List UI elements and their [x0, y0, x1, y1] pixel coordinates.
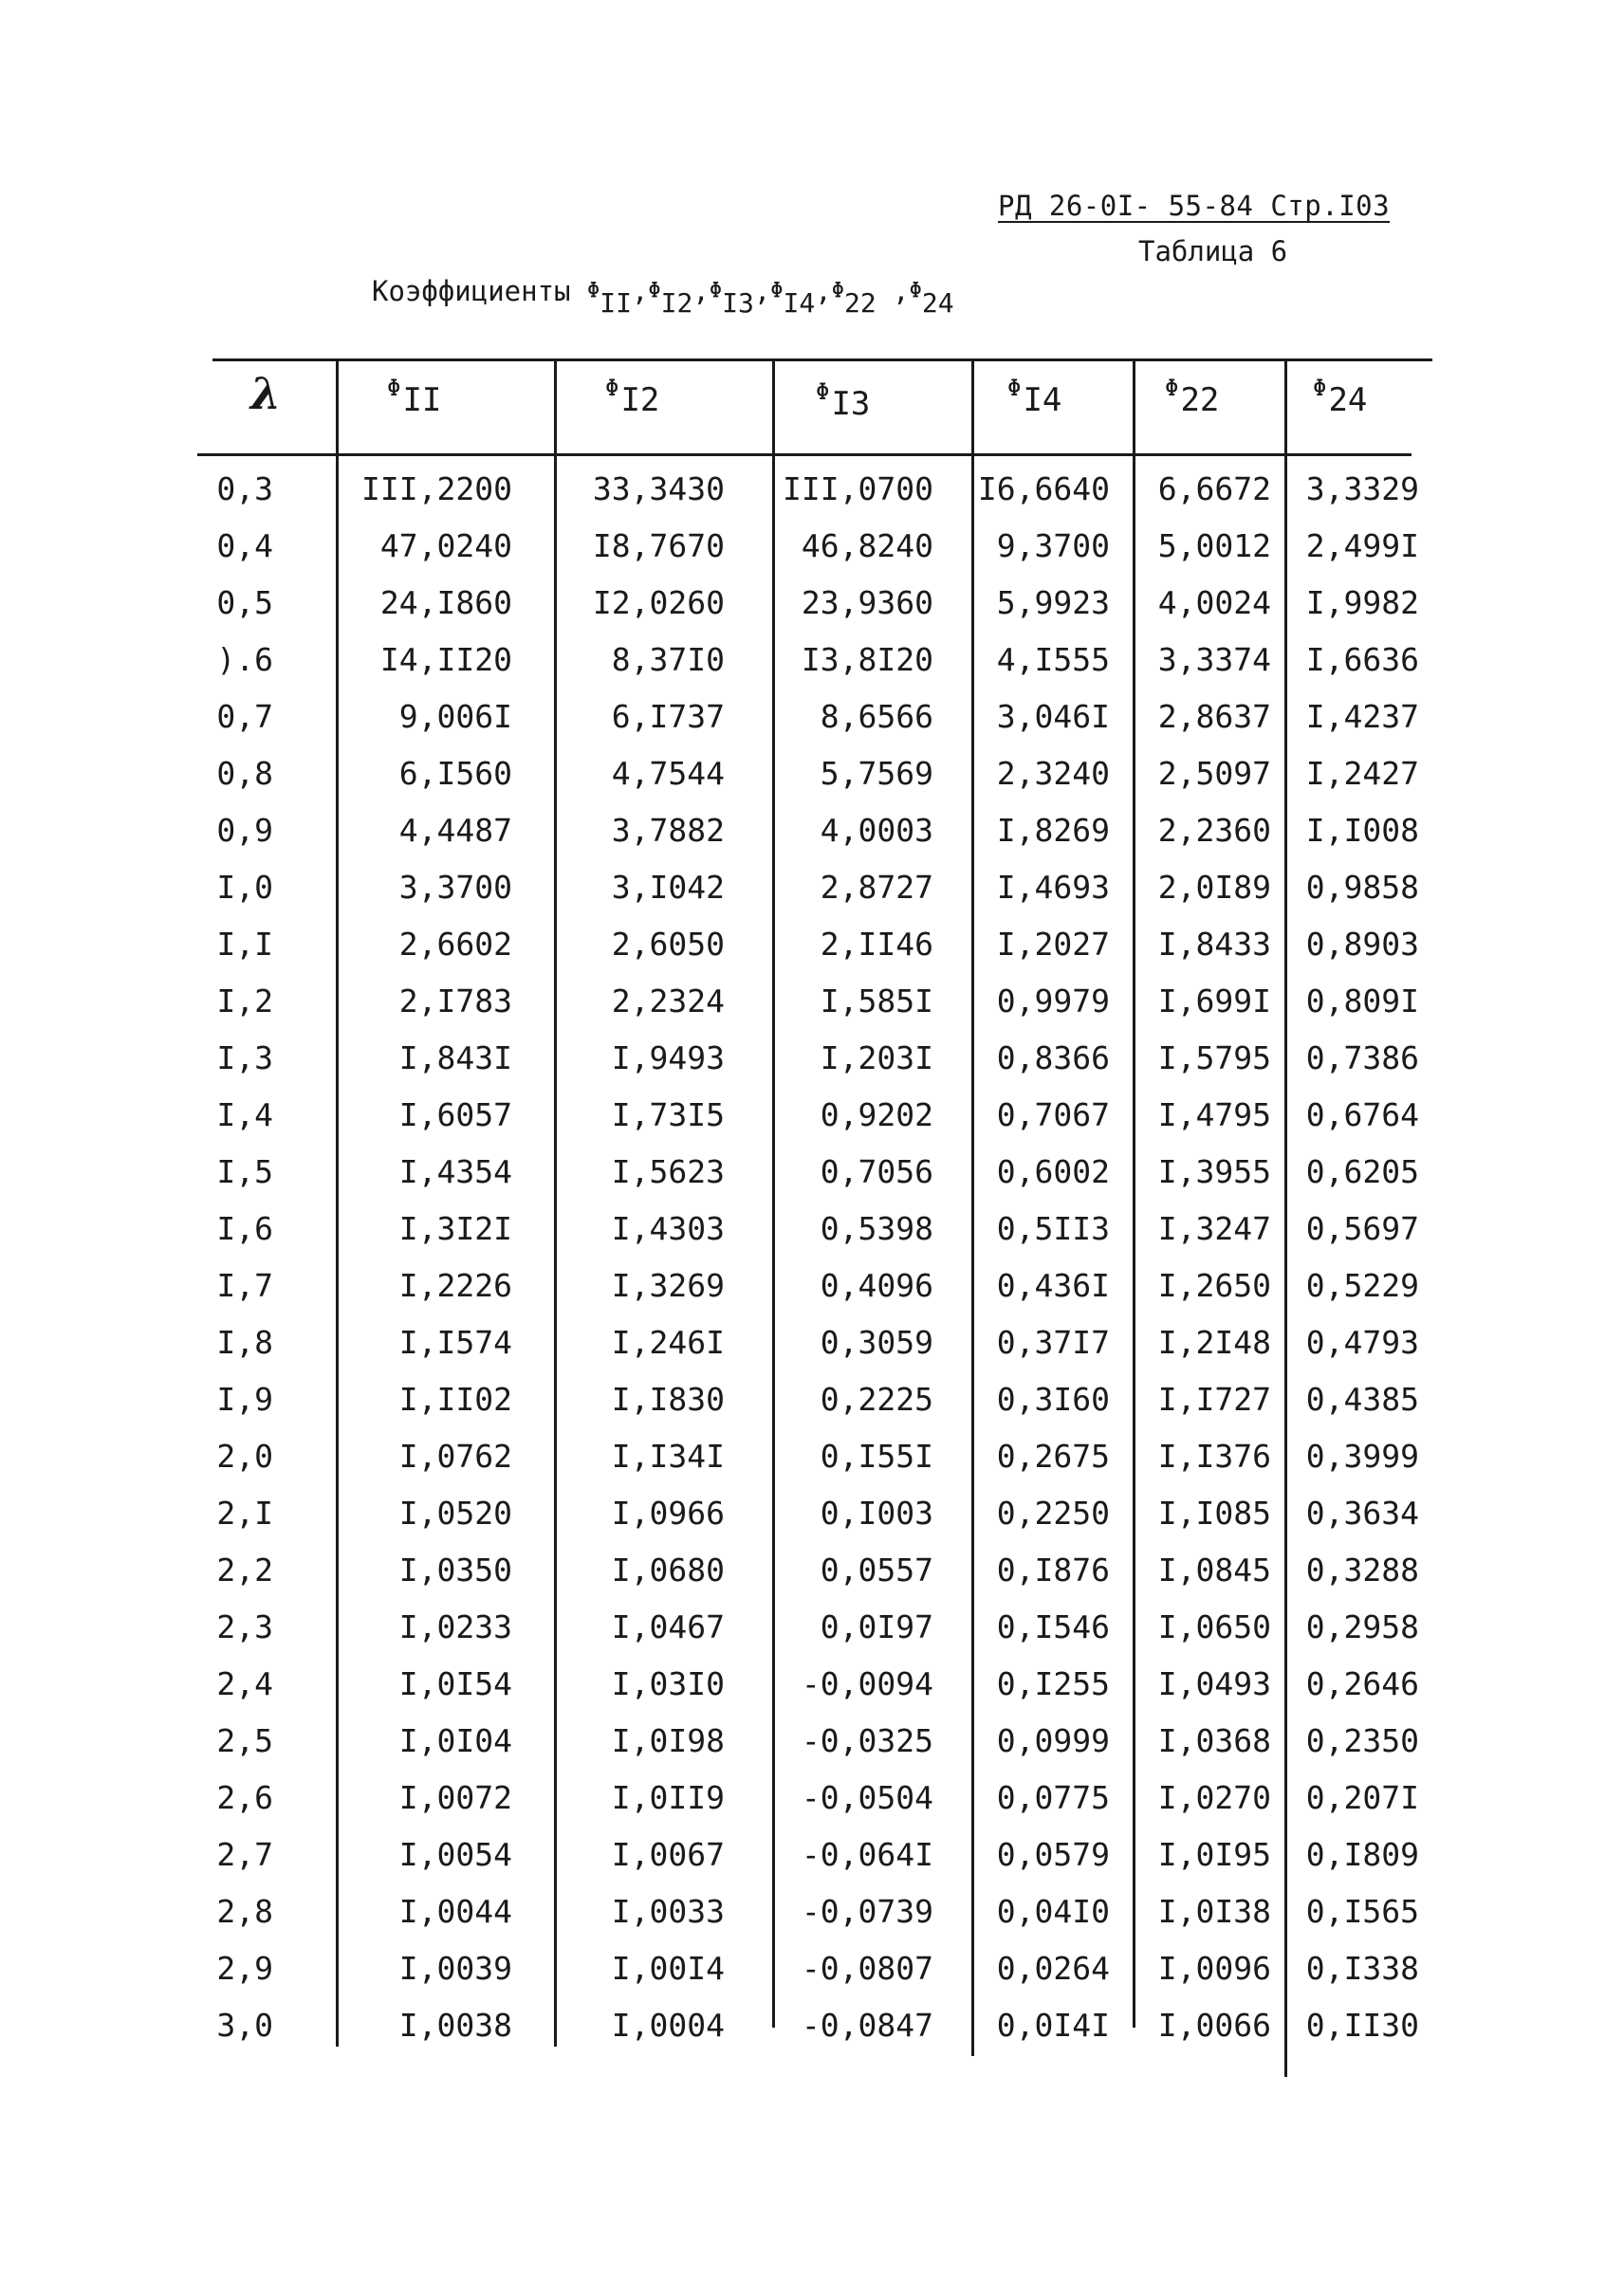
- cell-phi-13: 0,I003: [820, 1495, 933, 1532]
- cell-phi-14: 0,0775: [996, 1779, 1110, 1816]
- cell-phi-22: I,I727: [1157, 1381, 1271, 1418]
- cell-phi-11: I,0044: [398, 1893, 512, 1930]
- cell-phi-14: 0,8366: [996, 1039, 1110, 1076]
- cell-phi-11: 24,I860: [379, 584, 512, 621]
- cell-phi-14: 0,6002: [996, 1153, 1110, 1190]
- cell-lambda: I,3: [216, 1039, 273, 1076]
- cell-phi-12: I,3269: [611, 1267, 725, 1304]
- cell-phi-12: I,0680: [611, 1552, 725, 1589]
- cell-phi-12: 4,7544: [611, 755, 725, 792]
- header-phi-22: [1165, 375, 1220, 474]
- cell-lambda: 2,8: [216, 1893, 273, 1930]
- cell-phi-24: 0,4385: [1305, 1381, 1419, 1418]
- cell-phi-22: 4,0024: [1157, 584, 1271, 621]
- cell-phi-12: I2,0260: [592, 584, 725, 621]
- cell-lambda: I,4: [216, 1096, 273, 1133]
- cell-phi-14: 0,I255: [996, 1665, 1110, 1702]
- cell-phi-13: 8,6566: [820, 698, 933, 735]
- cell-lambda: 3,0: [216, 2007, 273, 2044]
- cell-phi-13: 0,I55I: [820, 1438, 933, 1475]
- cell-phi-22: 6,6672: [1157, 470, 1271, 507]
- coefficients-table: [197, 358, 1432, 2047]
- cell-lambda: I,I: [216, 926, 273, 963]
- table-row: [197, 1599, 1432, 1656]
- table-row: [197, 745, 1432, 802]
- cell-phi-11: I,4354: [398, 1153, 512, 1190]
- cell-phi-11: I,3I2I: [398, 1210, 512, 1247]
- cell-phi-14: I,4693: [996, 869, 1110, 906]
- cell-phi-14: 9,3700: [996, 527, 1110, 564]
- cell-phi-11: I,II02: [398, 1381, 512, 1418]
- cell-lambda: 0,5: [216, 584, 273, 621]
- header-sub: 24: [1328, 381, 1368, 419]
- phi-symbol: Φ: [648, 279, 661, 303]
- table-row: [197, 1827, 1432, 1883]
- cell-phi-12: I,I34I: [611, 1438, 725, 1475]
- cell-phi-12: 2,6050: [611, 926, 725, 963]
- cell-lambda: 2,5: [216, 1722, 273, 1759]
- cell-phi-24: I,9982: [1305, 584, 1419, 621]
- cell-phi-14: 0,0I4I: [996, 2007, 1110, 2044]
- table-row: [197, 1997, 1432, 2054]
- cell-lambda: 2,3: [216, 1608, 273, 1645]
- table-row: [197, 1201, 1432, 1258]
- cell-phi-11: I,0039: [398, 1950, 512, 1987]
- cell-phi-22: 3,3374: [1157, 641, 1271, 678]
- cell-phi-24: I,6636: [1305, 641, 1419, 678]
- caption-sub: 22: [843, 287, 877, 319]
- cell-phi-14: 0,I876: [996, 1552, 1110, 1589]
- cell-phi-24: 0,I809: [1305, 1836, 1419, 1873]
- cell-phi-12: I,0966: [611, 1495, 725, 1532]
- cell-phi-14: 0,436I: [996, 1267, 1110, 1304]
- cell-phi-12: 2,2324: [611, 983, 725, 1019]
- table-row: [197, 859, 1432, 916]
- cell-phi-22: I,0270: [1157, 1779, 1271, 1816]
- phi-symbol: Φ: [709, 279, 723, 303]
- header-sub: I2: [620, 381, 660, 419]
- cell-phi-24: 0,7386: [1305, 1039, 1419, 1076]
- cell-lambda: 2,9: [216, 1950, 273, 1987]
- cell-phi-24: 0,4793: [1305, 1324, 1419, 1361]
- cell-phi-11: I,0I04: [398, 1722, 512, 1759]
- cell-phi-12: I,0467: [611, 1608, 725, 1645]
- phi-symbol: Φ: [816, 378, 830, 405]
- cell-phi-22: I,0650: [1157, 1608, 1271, 1645]
- cell-phi-14: 0,2250: [996, 1495, 1110, 1532]
- cell-phi-13: 23,9360: [801, 584, 933, 621]
- cell-phi-22: I,5795: [1157, 1039, 1271, 1076]
- cell-phi-24: 0,5229: [1305, 1267, 1419, 1304]
- cell-phi-12: I,0033: [611, 1893, 725, 1930]
- cell-phi-24: I,4237: [1305, 698, 1419, 735]
- cell-phi-11: I,0I54: [398, 1665, 512, 1702]
- cell-phi-22: I,0845: [1157, 1552, 1271, 1589]
- cell-phi-13: -0,0807: [801, 1950, 933, 1987]
- table-row: [197, 1258, 1432, 1314]
- cell-lambda: 2,I: [216, 1495, 273, 1532]
- table-row: [197, 1314, 1432, 1371]
- cell-phi-22: I,0I95: [1157, 1836, 1271, 1873]
- cell-phi-13: -0,0739: [801, 1893, 933, 1930]
- cell-phi-14: I6,6640: [977, 470, 1110, 507]
- phi-symbol: Φ: [770, 279, 784, 303]
- cell-phi-22: 5,0012: [1157, 527, 1271, 564]
- cell-phi-14: 0,7067: [996, 1096, 1110, 1133]
- cell-phi-22: I,3247: [1157, 1210, 1271, 1247]
- cell-phi-14: 0,5II3: [996, 1210, 1110, 1247]
- cell-lambda: ).6: [216, 641, 273, 678]
- cell-phi-24: 0,5697: [1305, 1210, 1419, 1247]
- cell-phi-24: 0,809I: [1305, 983, 1419, 1019]
- cell-phi-14: 0,0264: [996, 1950, 1110, 1987]
- cell-phi-12: I,9493: [611, 1039, 725, 1076]
- header-phi-24: [1313, 375, 1368, 474]
- caption-sub: II: [600, 287, 632, 319]
- cell-phi-12: I,5623: [611, 1153, 725, 1190]
- header-sub: II: [402, 381, 442, 419]
- phi-symbol: Φ: [605, 375, 619, 401]
- cell-phi-13: -0,0094: [801, 1665, 933, 1702]
- cell-phi-13: 0,9202: [820, 1096, 933, 1133]
- table-number: Таблица 6: [1138, 235, 1288, 267]
- table-top-rule: [212, 358, 1432, 361]
- cell-phi-14: 0,37I7: [996, 1324, 1110, 1361]
- cell-phi-11: I,0038: [398, 2007, 512, 2044]
- table-caption: Коэффициенты ΦII,ΦI2,ΦI3,ΦI4,Φ22 ,Φ24: [372, 275, 954, 319]
- phi-symbol: Φ: [586, 279, 600, 303]
- cell-phi-11: 4,4487: [398, 812, 512, 849]
- cell-phi-22: 2,5097: [1157, 755, 1271, 792]
- phi-symbol: Φ: [831, 279, 844, 303]
- header-sub: 22: [1180, 381, 1220, 419]
- cell-phi-12: 6,I737: [611, 698, 725, 735]
- cell-phi-24: 0,3288: [1305, 1552, 1419, 1589]
- cell-phi-14: 2,3240: [996, 755, 1110, 792]
- cell-phi-22: I,I085: [1157, 1495, 1271, 1532]
- cell-phi-22: I,699I: [1157, 983, 1271, 1019]
- cell-phi-13: 2,II46: [820, 926, 933, 963]
- cell-phi-12: I,I830: [611, 1381, 725, 1418]
- table-row: [197, 1371, 1432, 1428]
- cell-phi-14: 0,2675: [996, 1438, 1110, 1475]
- cell-phi-14: 0,04I0: [996, 1893, 1110, 1930]
- table-row: [197, 632, 1432, 689]
- cell-phi-22: I,0493: [1157, 1665, 1271, 1702]
- table-row: [197, 1940, 1432, 1997]
- cell-phi-24: 3,3329: [1305, 470, 1419, 507]
- cell-phi-24: 0,3634: [1305, 1495, 1419, 1532]
- cell-phi-22: I,I376: [1157, 1438, 1271, 1475]
- cell-phi-24: 0,I565: [1305, 1893, 1419, 1930]
- cell-lambda: I,0: [216, 869, 273, 906]
- table-row: [197, 1030, 1432, 1087]
- cell-phi-13: -0,0325: [801, 1722, 933, 1759]
- cell-phi-24: 0,207I: [1305, 1779, 1419, 1816]
- header-sub: I3: [831, 385, 871, 423]
- header-phi-12: [605, 375, 660, 474]
- cell-phi-14: 0,0999: [996, 1722, 1110, 1759]
- cell-phi-22: 2,0I89: [1157, 869, 1271, 906]
- cell-phi-22: I,8433: [1157, 926, 1271, 963]
- cell-phi-11: I,843I: [398, 1039, 512, 1076]
- table-row: [197, 1144, 1432, 1201]
- cell-phi-13: 0,2225: [820, 1381, 933, 1418]
- cell-phi-13: 0,4096: [820, 1267, 933, 1304]
- cell-phi-12: I,0II9: [611, 1779, 725, 1816]
- cell-phi-13: 5,7569: [820, 755, 933, 792]
- header-phi-11: [387, 375, 442, 474]
- cell-phi-22: I,0096: [1157, 1950, 1271, 1987]
- table-row: [197, 1485, 1432, 1542]
- cell-phi-14: 0,I546: [996, 1608, 1110, 1645]
- phi-symbol: Φ: [1165, 375, 1179, 401]
- cell-lambda: 0,7: [216, 698, 273, 735]
- cell-phi-22: 2,2360: [1157, 812, 1271, 849]
- cell-phi-11: 47,0240: [379, 527, 512, 564]
- cell-phi-12: I8,7670: [592, 527, 725, 564]
- cell-phi-13: 0,7056: [820, 1153, 933, 1190]
- cell-phi-13: III,0700: [783, 470, 933, 507]
- cell-phi-11: I,0350: [398, 1552, 512, 1589]
- cell-phi-11: I,2226: [398, 1267, 512, 1304]
- cell-phi-24: 0,2350: [1305, 1722, 1419, 1759]
- cell-phi-11: I,6057: [398, 1096, 512, 1133]
- cell-phi-12: I,73I5: [611, 1096, 725, 1133]
- cell-phi-11: 6,I560: [398, 755, 512, 792]
- cell-lambda: 0,8: [216, 755, 273, 792]
- phi-symbol: Φ: [1007, 375, 1022, 401]
- cell-phi-24: 0,I338: [1305, 1950, 1419, 1987]
- table-row: [197, 461, 1432, 518]
- cell-phi-11: I,0233: [398, 1608, 512, 1645]
- cell-phi-22: I,3955: [1157, 1153, 1271, 1190]
- cell-phi-24: 0,2646: [1305, 1665, 1419, 1702]
- cell-lambda: 2,4: [216, 1665, 273, 1702]
- caption-sub: I3: [722, 287, 754, 319]
- cell-phi-22: I,0I38: [1157, 1893, 1271, 1930]
- cell-phi-24: 0,9858: [1305, 869, 1419, 906]
- table-row: [197, 1087, 1432, 1144]
- cell-phi-13: I3,8I20: [801, 641, 933, 678]
- cell-phi-12: I,0067: [611, 1836, 725, 1873]
- cell-phi-11: I,0072: [398, 1779, 512, 1816]
- table-header-rule: [197, 453, 1412, 456]
- table-row: [197, 1656, 1432, 1713]
- cell-phi-13: 4,0003: [820, 812, 933, 849]
- cell-phi-24: 0,2958: [1305, 1608, 1419, 1645]
- cell-phi-13: -0,0847: [801, 2007, 933, 2044]
- cell-phi-12: 33,3430: [592, 470, 725, 507]
- cell-phi-24: I,2427: [1305, 755, 1419, 792]
- cell-lambda: I,8: [216, 1324, 273, 1361]
- cell-phi-12: I,0004: [611, 2007, 725, 2044]
- header-phi-14: [1007, 375, 1062, 474]
- cell-phi-14: I,8269: [996, 812, 1110, 849]
- cell-phi-12: I,03I0: [611, 1665, 725, 1702]
- cell-lambda: I,2: [216, 983, 273, 1019]
- cell-phi-11: I,0762: [398, 1438, 512, 1475]
- cell-phi-13: 46,8240: [801, 527, 933, 564]
- cell-phi-12: 8,37I0: [611, 641, 725, 678]
- cell-phi-24: 0,6764: [1305, 1096, 1419, 1133]
- caption-prefix: Коэффициенты: [372, 275, 587, 307]
- table-row: [197, 575, 1432, 632]
- phi-symbol: Φ: [387, 375, 401, 401]
- table-row: [197, 802, 1432, 859]
- cell-lambda: 2,6: [216, 1779, 273, 1816]
- cell-phi-12: 3,7882: [611, 812, 725, 849]
- cell-phi-12: I,246I: [611, 1324, 725, 1361]
- cell-phi-11: 2,I783: [398, 983, 512, 1019]
- cell-phi-11: I,0054: [398, 1836, 512, 1873]
- cell-lambda: 2,7: [216, 1836, 273, 1873]
- cell-phi-24: I,I008: [1305, 812, 1419, 849]
- phi-symbol: Φ: [909, 279, 922, 303]
- cell-phi-22: I,0066: [1157, 2007, 1271, 2044]
- cell-phi-13: -0,0504: [801, 1779, 933, 1816]
- cell-lambda: I,6: [216, 1210, 273, 1247]
- cell-phi-13: 2,8727: [820, 869, 933, 906]
- cell-lambda: 2,0: [216, 1438, 273, 1475]
- phi-symbol: Φ: [1313, 375, 1327, 401]
- cell-phi-22: I,0368: [1157, 1722, 1271, 1759]
- cell-phi-12: I,0I98: [611, 1722, 725, 1759]
- cell-phi-11: I,I574: [398, 1324, 512, 1361]
- caption-sub: I2: [660, 287, 693, 319]
- cell-phi-24: 0,8903: [1305, 926, 1419, 963]
- document-code: РД 26-0I- 55-84 Стр.I03: [998, 190, 1391, 222]
- cell-phi-14: 4,I555: [996, 641, 1110, 678]
- cell-lambda: I,7: [216, 1267, 273, 1304]
- cell-lambda: I,9: [216, 1381, 273, 1418]
- cell-phi-11: III,2200: [361, 470, 512, 507]
- cell-phi-13: -0,064I: [801, 1836, 933, 1873]
- cell-phi-22: I,4795: [1157, 1096, 1271, 1133]
- table-row: [197, 689, 1432, 745]
- cell-phi-14: I,2027: [996, 926, 1110, 963]
- cell-phi-13: 0,0557: [820, 1552, 933, 1589]
- table-row: [197, 973, 1432, 1030]
- cell-lambda: I,5: [216, 1153, 273, 1190]
- cell-phi-12: 3,I042: [611, 869, 725, 906]
- cell-phi-22: 2,8637: [1157, 698, 1271, 735]
- cell-phi-14: 0,3I60: [996, 1381, 1110, 1418]
- cell-phi-11: 2,6602: [398, 926, 512, 963]
- cell-phi-11: I4,II20: [379, 641, 512, 678]
- cell-phi-13: 0,5398: [820, 1210, 933, 1247]
- table-row: [197, 916, 1432, 973]
- caption-sub: 24: [921, 287, 954, 319]
- cell-phi-11: I,0520: [398, 1495, 512, 1532]
- cell-phi-12: I,00I4: [611, 1950, 725, 1987]
- cell-phi-13: I,203I: [820, 1039, 933, 1076]
- cell-phi-24: 0,6205: [1305, 1153, 1419, 1190]
- table-row: [197, 1883, 1432, 1940]
- cell-phi-22: I,2I48: [1157, 1324, 1271, 1361]
- header-lambda: λ: [250, 368, 282, 419]
- cell-phi-14: 3,046I: [996, 698, 1110, 735]
- table-row: [197, 518, 1432, 575]
- cell-lambda: 2,2: [216, 1552, 273, 1589]
- cell-lambda: 0,9: [216, 812, 273, 849]
- cell-phi-13: 0,3059: [820, 1324, 933, 1361]
- cell-phi-11: 9,006I: [398, 698, 512, 735]
- table-row: [197, 1542, 1432, 1599]
- cell-phi-24: 0,3999: [1305, 1438, 1419, 1475]
- cell-phi-13: 0,0I97: [820, 1608, 933, 1645]
- cell-phi-12: I,4303: [611, 1210, 725, 1247]
- header-sub: I4: [1023, 381, 1062, 419]
- cell-phi-14: 0,9979: [996, 983, 1110, 1019]
- cell-phi-24: 2,499I: [1305, 527, 1419, 564]
- caption-sub: I4: [783, 287, 816, 319]
- cell-lambda: 0,4: [216, 527, 273, 564]
- cell-phi-14: 5,9923: [996, 584, 1110, 621]
- cell-phi-13: I,585I: [820, 983, 933, 1019]
- cell-phi-14: 0,0579: [996, 1836, 1110, 1873]
- cell-lambda: 0,3: [216, 470, 273, 507]
- table-row: [197, 1770, 1432, 1827]
- table-row: [197, 1428, 1432, 1485]
- cell-phi-24: 0,II30: [1305, 2007, 1419, 2044]
- table-row: [197, 1713, 1432, 1770]
- cell-phi-11: 3,3700: [398, 869, 512, 906]
- cell-phi-22: I,2650: [1157, 1267, 1271, 1304]
